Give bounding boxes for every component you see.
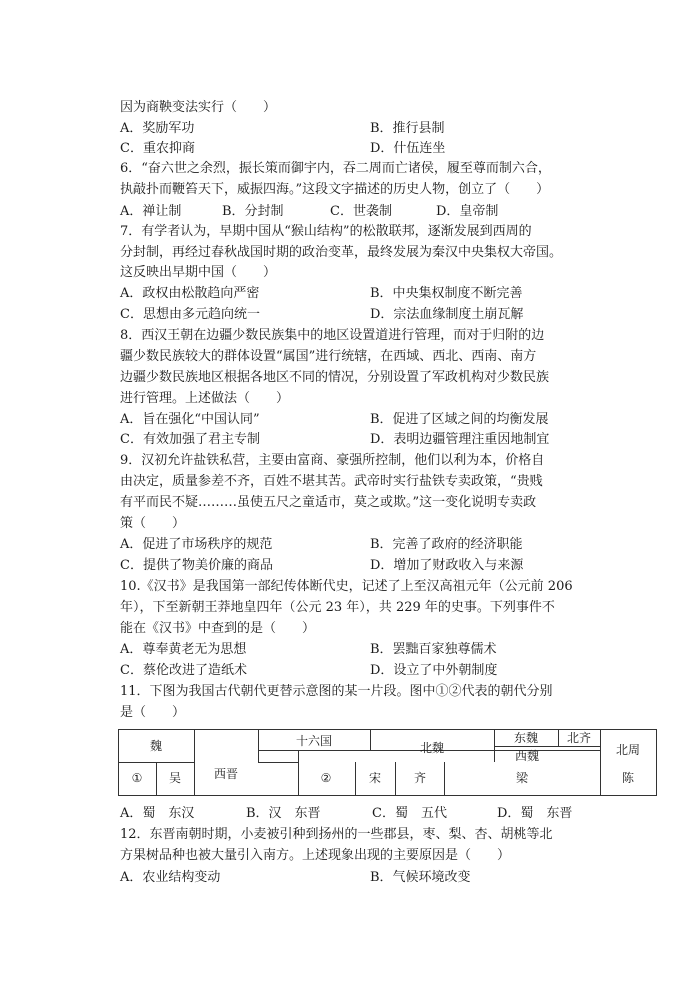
q8-option-b: B．促进了区域之间的均衡发展 (370, 412, 549, 427)
cell-liang: 梁 (515, 771, 529, 785)
q5-option-c: C．重农抑商 (120, 141, 195, 156)
cell-northern-zhou: 北周 (615, 743, 641, 757)
dynasty-table (118, 729, 659, 799)
q9-option-a: A．促进了市场秩序的规范 (120, 537, 273, 552)
cell-wu: 吴 (168, 771, 182, 785)
q9-stem-line: 策（ ） (120, 516, 186, 531)
q7-option-a: A．政权由松散趋向严密 (120, 286, 260, 301)
q7-stem-line: 7．有学者认为，早期中国从“猴山结构”的松散联邦，逐渐发展到西周的 (120, 224, 532, 239)
q6-option-d: D．皇帝制 (436, 204, 499, 219)
cell-marker-1: ① (131, 771, 143, 785)
q11-stem-line: 是（ ） (120, 705, 186, 720)
q6-option-b: B．分封制 (222, 204, 284, 219)
q9-stem-line: 由决定，质量参差不齐，百姓不堪其苦。武帝时实行盐铁专卖政策，“贵贱 (120, 474, 543, 489)
cell-chen: 陈 (621, 771, 635, 785)
q7-option-d: D．宗法血缘制度土崩瓦解 (370, 307, 524, 322)
cell-northern-qi: 北齐 (566, 731, 592, 745)
q11-option-a: A．蜀 东汉 (120, 806, 195, 821)
q6-option-c: C．世袭制 (330, 204, 392, 219)
q10-option-c: C．蔡伦改进了造纸术 (120, 663, 247, 678)
q10-stem-line: 10.《汉书》是我国第一部纪传体断代史，记述了上至汉高祖元年（公元前 206 (120, 579, 573, 594)
q10-option-a: A．尊奉黄老无为思想 (120, 642, 247, 657)
q7-stem-line: 分封制，再经过春秋战国时期的政治变革，最终发展为秦汉中央集权大帝国。 (120, 245, 563, 260)
q6-stem-line: 执敲扑而鞭笞天下，威振四海。”这段文字描述的历史人物，创立了（ ） (120, 182, 550, 197)
q9-option-b: B．完善了政府的经济职能 (370, 537, 523, 552)
cell-sixteen-kingdoms: 十六国 (295, 734, 333, 748)
q8-option-c: C．有效加强了君主专制 (120, 432, 260, 447)
cell-western-wei: 西魏 (514, 749, 540, 763)
q10-stem-line: 能在《汉书》中查到的是（ ） (120, 621, 316, 636)
q9-stem-line: 有平而民不疑………虽使五尺之童适市，莫之或欺。”这一变化说明专卖政 (120, 495, 537, 510)
q9-option-d: D．增加了财政收入与来源 (370, 558, 524, 573)
q9-option-c: C．提供了物美价廉的商品 (120, 558, 273, 573)
q10-option-d: D．设立了中外朝制度 (370, 663, 498, 678)
cell-marker-2: ② (320, 771, 332, 785)
q9-stem-line: 9．汉初允许盐铁私营，主要由富商、豪强所控制，他们以利为本，价格自 (120, 453, 545, 468)
q6-stem-line: 6．“奋六世之余烈，振长策而御宇内，吞二周而亡诸侯，履至尊而制六合， (120, 161, 551, 176)
q5-option-a: A．奖励军功 (120, 121, 195, 136)
q12-stem-line: 方果树品种也被大量引入南方。上述现象出现的主要原因是（ ） (120, 848, 511, 863)
q7-option-c: C．思想由多元趋向统一 (120, 307, 260, 322)
cell-northern-wei: 北魏 (419, 741, 445, 755)
cell-western-jin: 西晋 (213, 767, 239, 781)
q12-option-a: A．农业结构变动 (120, 870, 221, 885)
q8-stem-line: 边疆少数民族地区根据各地区不同的情况，分别设置了军政机构对少数民族 (120, 370, 550, 385)
q8-option-a: A．旨在强化“中国认同” (120, 412, 260, 427)
q10-stem-line: 年），下至新朝王莽地皇四年（公元 23 年），共 229 年的史事。下列事件不 (120, 600, 555, 615)
q8-option-d: D．表明边疆管理注重因地制宜 (370, 432, 550, 447)
q7-option-b: B．中央集权制度不断完善 (370, 286, 523, 301)
q10-option-b: B．罢黜百家独尊儒术 (370, 642, 497, 657)
q11-stem-line: 11．下图为我国古代朝代更替示意图的某一片段。图中①②代表的朝代分别 (120, 684, 553, 699)
q11-option-b: B．汉 东晋 (246, 806, 321, 821)
q11-option-c: C．蜀 五代 (372, 806, 447, 821)
q5-option-b: B．推行县制 (370, 121, 445, 136)
cell-qi: 齐 (413, 771, 427, 785)
q12-option-b: B．气候环境改变 (370, 870, 471, 885)
cell-wei: 魏 (149, 739, 163, 753)
q11-option-d: D．蜀 东晋 (497, 806, 573, 821)
q8-stem-line: 进行管理。上述做法（ ） (120, 391, 290, 406)
q7-stem-line: 这反映出早期中国（ ） (120, 265, 277, 280)
cell-eastern-wei: 东魏 (513, 731, 539, 745)
cell-song: 宋 (368, 771, 382, 785)
q8-stem-line: 8．西汉王朝在边疆少数民族集中的地区设置道进行管理，而对于归附的边 (120, 328, 545, 343)
q5-option-d: D．什伍连坐 (370, 141, 446, 156)
q12-stem-line: 12．东晋南朝时期，小麦被引种到扬州的一些郡县，枣、梨、杏、胡桃等北 (120, 827, 553, 842)
q6-option-a: A．禅让制 (120, 204, 182, 219)
q8-stem-line: 疆少数民族较大的群体设置“属国”进行统辖，在西域、西北、西南、南方 (120, 349, 537, 364)
intro-line: 因为商鞅变法实行（ ） (120, 100, 277, 115)
